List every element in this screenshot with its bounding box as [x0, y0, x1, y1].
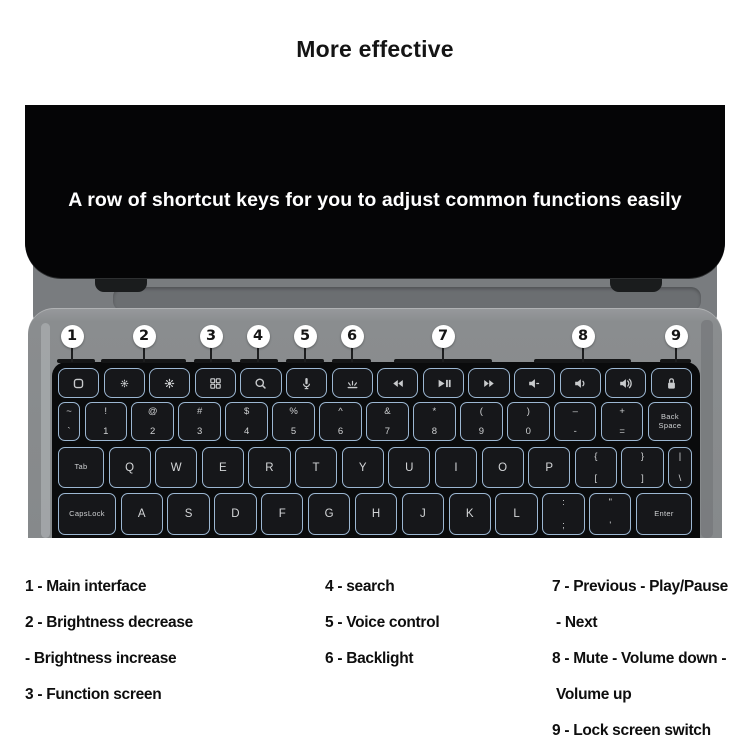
- key-q: [109, 447, 151, 488]
- callout-5-circle: 5: [294, 325, 317, 348]
- key-equals: [601, 402, 643, 441]
- callout-4-circle: 4: [247, 325, 270, 348]
- screen-caption: A row of shortcut keys for you to adjust common functions easily: [68, 189, 682, 211]
- capslock-key: [58, 493, 116, 535]
- key-label: S: [184, 508, 193, 520]
- mute-key: [514, 368, 555, 398]
- callout-9-line: [675, 346, 677, 362]
- next-key: [468, 368, 509, 398]
- legend-item: 3 - Function screen: [25, 686, 162, 703]
- key-base-symbol: \: [678, 472, 682, 484]
- key-shift-symbol: @: [147, 406, 158, 417]
- key-f: [261, 493, 303, 535]
- key-label: Tab: [74, 462, 88, 472]
- key-w: [155, 447, 197, 488]
- key-shift-symbol: $: [243, 406, 250, 417]
- key-g: [308, 493, 350, 535]
- lock-screen-key: [651, 368, 692, 398]
- key-label: I: [454, 461, 458, 474]
- key-label: E: [218, 461, 227, 474]
- tab-key: [58, 447, 104, 488]
- key-label: Enter: [654, 508, 674, 518]
- previous-key: [377, 368, 418, 398]
- capslock-key-row: [58, 493, 692, 535]
- key-quote: [589, 493, 631, 535]
- legend-item: Volume up: [552, 686, 632, 703]
- key-backtick: [58, 402, 80, 441]
- case-right-shadow: [701, 320, 713, 538]
- key-base-symbol: ;: [562, 519, 565, 531]
- key-shift-symbol: {: [594, 451, 598, 462]
- key-e: [202, 447, 244, 488]
- key-base-symbol: 3: [196, 425, 203, 437]
- key-h: [355, 493, 397, 535]
- key-l: [495, 493, 537, 535]
- key-7: [366, 402, 408, 441]
- legend-item: 7 - Previous - Play/Pause: [552, 578, 729, 595]
- key-base-symbol: 5: [290, 425, 297, 437]
- key-shift-symbol: }: [640, 451, 645, 462]
- key-label: P: [545, 461, 554, 474]
- legend-item: 9 - Lock screen switch: [552, 722, 711, 739]
- key-shift-symbol: #: [196, 406, 203, 417]
- legend-item: 2 - Brightness decrease: [25, 614, 193, 631]
- next-icon: [481, 375, 498, 392]
- key-shift-symbol: *: [432, 406, 437, 417]
- key-base-symbol: ': [609, 519, 612, 531]
- key-label: R: [265, 461, 274, 474]
- key-base-symbol: 6: [337, 425, 344, 437]
- key-bracket-right: [621, 447, 663, 488]
- callout-2-line: [143, 346, 145, 362]
- legend-item: 8 - Mute - Volume down -: [552, 650, 727, 667]
- key-label: Back Space: [658, 411, 682, 430]
- key-shift-symbol: –: [572, 406, 578, 417]
- legend-column-2: [325, 578, 439, 686]
- key-a: [121, 493, 163, 535]
- key-shift-symbol: ): [526, 406, 530, 417]
- legend-item: 1 - Main interface: [25, 578, 147, 595]
- callout-3-circle: 3: [200, 325, 223, 348]
- key-minus: [554, 402, 596, 441]
- legend-item: - Brightness increase: [25, 650, 177, 667]
- key-label: W: [170, 461, 182, 474]
- key-base-symbol: 9: [478, 425, 484, 437]
- backlight-key: [332, 368, 373, 398]
- play-pause-key: [423, 368, 464, 398]
- search-icon: [252, 375, 269, 392]
- volume-up-key: [605, 368, 646, 398]
- callout-8-line: [582, 346, 584, 362]
- number-key-row: [58, 402, 692, 441]
- key-8: [413, 402, 455, 441]
- key-o: [482, 447, 524, 488]
- brightness-high-icon: [161, 375, 178, 392]
- key-base-symbol: -: [573, 425, 577, 437]
- callout-4-line: [257, 346, 259, 362]
- enter-key: [636, 493, 692, 535]
- key-6: [319, 402, 361, 441]
- tablet-screen: [25, 105, 725, 278]
- legend-column-1: [25, 578, 193, 722]
- key-shift-symbol: %: [289, 406, 298, 417]
- mic-icon: [298, 375, 315, 392]
- callout-4-bar: [240, 359, 278, 363]
- callout-6-line: [351, 346, 353, 362]
- volume-up-icon: [617, 375, 634, 392]
- key-shift-symbol: ~: [66, 406, 72, 417]
- key-s: [167, 493, 209, 535]
- case-left-highlight: [41, 323, 50, 538]
- key-label: F: [278, 508, 286, 520]
- legend-item: 4 - search: [325, 578, 395, 595]
- key-base-symbol: 1: [103, 425, 109, 437]
- callout-6-circle: 6: [341, 325, 364, 348]
- key-shift-symbol: |: [678, 451, 682, 462]
- key-k: [449, 493, 491, 535]
- key-1: [85, 402, 127, 441]
- key-0: [507, 402, 549, 441]
- key-shift-symbol: ^: [338, 406, 343, 417]
- key-base-symbol: 2: [150, 425, 156, 437]
- key-bracket-left: [575, 447, 617, 488]
- brightness-increase-key: [149, 368, 190, 398]
- brightness-decrease-key: [104, 368, 145, 398]
- key-y: [342, 447, 384, 488]
- key-2: [131, 402, 173, 441]
- voice-control-key: [286, 368, 327, 398]
- product-photo: [25, 105, 725, 538]
- key-base-symbol: 4: [243, 425, 250, 437]
- key-shift-symbol: :: [562, 497, 565, 508]
- key-label: CapsLock: [69, 508, 105, 518]
- key-3: [178, 402, 220, 441]
- callout-7-circle: 7: [432, 325, 455, 348]
- search-key: [240, 368, 281, 398]
- key-base-symbol: ]: [641, 472, 644, 484]
- backlight-icon: [344, 375, 361, 392]
- callout-3-line: [210, 346, 212, 362]
- volume-down-icon: [572, 375, 589, 392]
- legend-item: - Next: [552, 614, 598, 631]
- callout-5-line: [304, 346, 306, 362]
- key-r: [248, 447, 290, 488]
- page-title: More effective: [296, 36, 454, 62]
- callout-1-circle: 1: [61, 325, 84, 348]
- key-shift-symbol: ": [608, 497, 612, 508]
- main-interface-key: [58, 368, 99, 398]
- key-shift-symbol: &: [384, 406, 391, 417]
- backspace-key: [648, 402, 692, 441]
- key-base-symbol: 7: [384, 425, 391, 437]
- key-label: D: [231, 508, 240, 520]
- key-base-symbol: 0: [525, 425, 531, 437]
- key-shift-symbol: (: [479, 406, 483, 417]
- callout-8-circle: 8: [572, 325, 595, 348]
- key-d: [214, 493, 256, 535]
- function-key-row: [58, 368, 692, 398]
- play-pause-icon: [435, 375, 452, 392]
- brightness-low-icon: [116, 375, 133, 392]
- callout-3-bar: [194, 359, 232, 363]
- key-p: [528, 447, 570, 488]
- key-shift-symbol: +: [619, 406, 625, 417]
- key-label: U: [405, 461, 414, 474]
- lock-icon: [663, 375, 680, 392]
- key-label: J: [419, 508, 426, 520]
- key-i: [435, 447, 477, 488]
- key-base-symbol: [: [594, 472, 598, 484]
- volume-down-key: [560, 368, 601, 398]
- legend-item: 5 - Voice control: [325, 614, 440, 631]
- key-backslash: [668, 447, 692, 488]
- key-base-symbol: `: [67, 425, 71, 437]
- key-label: A: [137, 508, 146, 520]
- key-base-symbol: 8: [431, 425, 438, 437]
- previous-icon: [389, 375, 406, 392]
- key-t: [295, 447, 337, 488]
- key-label: L: [513, 508, 520, 520]
- callout-7-line: [442, 346, 444, 362]
- key-label: G: [324, 508, 334, 520]
- legend-column-3: [552, 578, 728, 750]
- mute-icon: [526, 375, 543, 392]
- key-u: [388, 447, 430, 488]
- key-label: T: [312, 461, 320, 474]
- callout-1-line: [71, 346, 73, 362]
- callout-2-circle: 2: [133, 325, 156, 348]
- key-base-symbol: =: [619, 425, 625, 437]
- key-label: H: [371, 508, 381, 520]
- callout-9-circle: 9: [665, 325, 688, 348]
- function-screen-key: [195, 368, 236, 398]
- key-9: [460, 402, 502, 441]
- callout-1-bar: [57, 359, 95, 363]
- key-shift-symbol: !: [104, 406, 108, 417]
- key-label: Y: [358, 461, 367, 474]
- key-j: [402, 493, 444, 535]
- app-window-icon: [70, 375, 87, 392]
- grid-icon: [207, 375, 224, 392]
- key-label: Q: [125, 461, 135, 474]
- key-4: [225, 402, 267, 441]
- key-label: K: [465, 508, 474, 520]
- key-semicolon: [542, 493, 584, 535]
- legend-item: 6 - Backlight: [325, 650, 414, 667]
- key-label: O: [498, 461, 508, 474]
- tab-key-row: [58, 447, 692, 488]
- key-5: [272, 402, 314, 441]
